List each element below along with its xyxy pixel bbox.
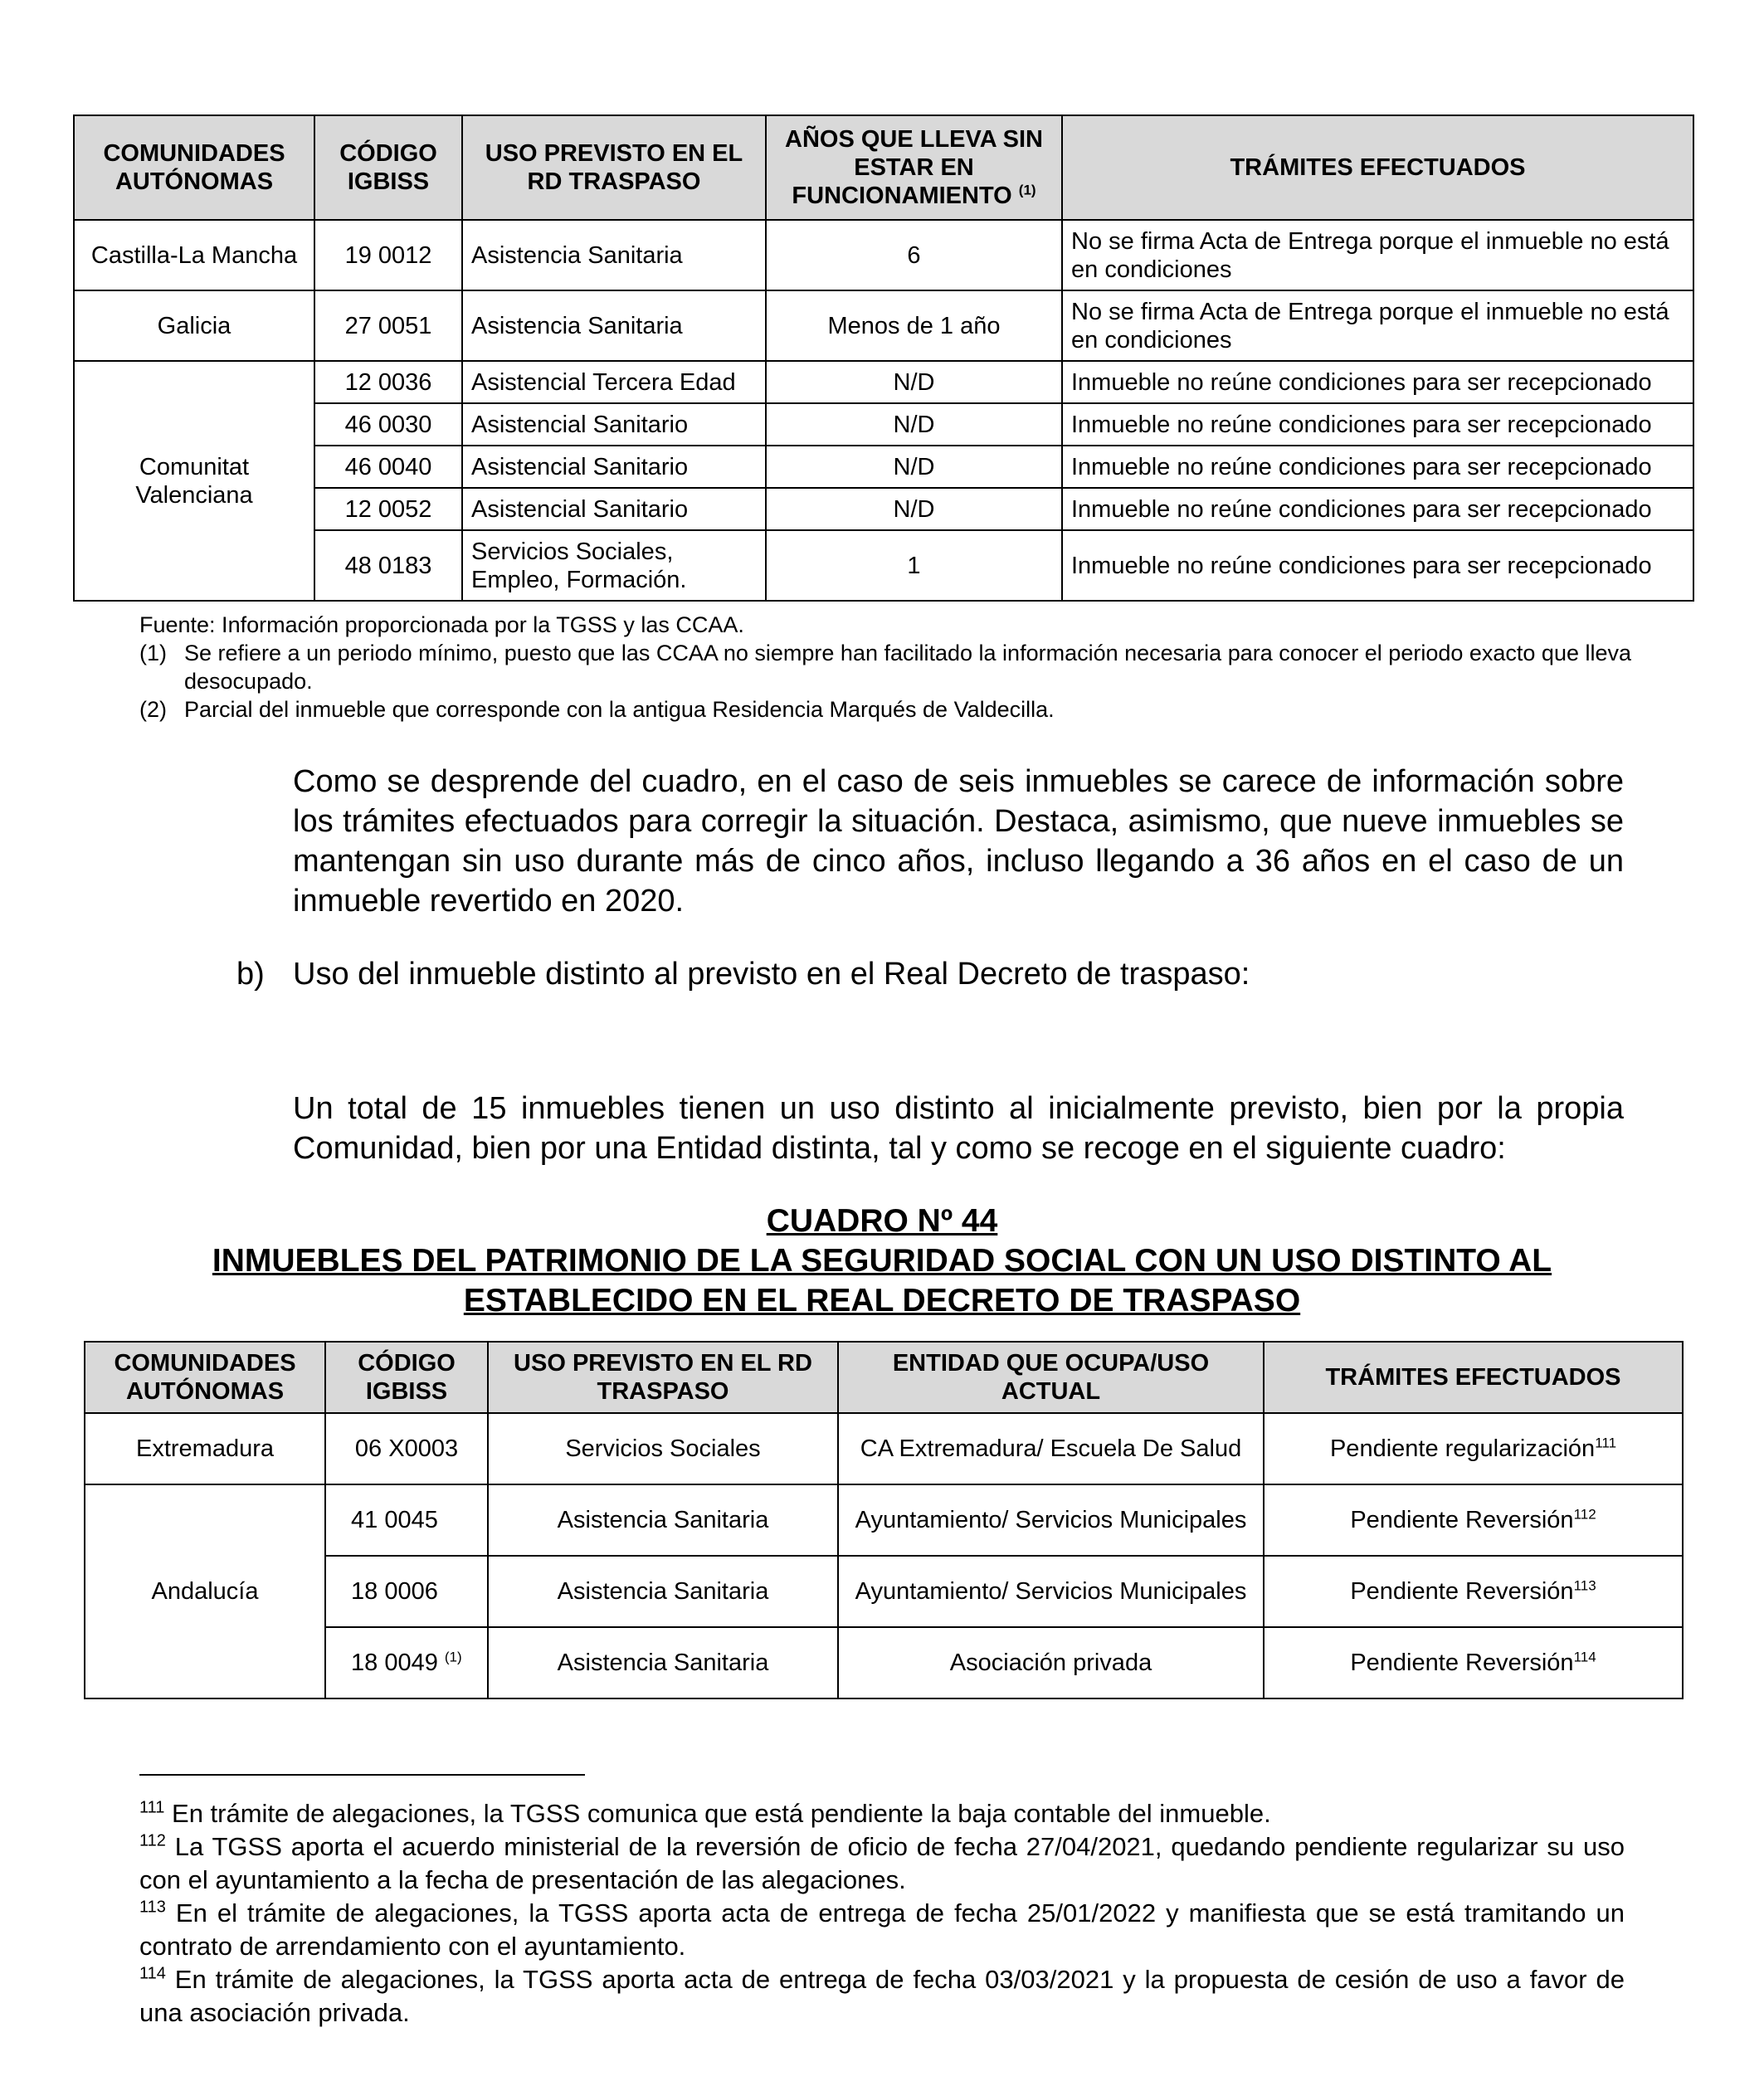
- footnote: [139, 1963, 1625, 2030]
- footnote-text: La TGSS aporta el acuerdo ministerial de la reversión de oficio de fecha 27/04/2021, quedando pendiente regularizar su uso con el ayuntamiento a la fecha de presentación de las alegaciones.: [139, 1832, 1625, 1894]
- table-row: [85, 1413, 1683, 1484]
- cell-codigo: 27 0051: [314, 290, 462, 361]
- note-text: Se refiere a un periodo mínimo, puesto que las CCAA no siempre han facilitado la información necesaria para conocer el periodo exacto que lleva desocupado.: [184, 641, 1632, 694]
- body-paragraph: Como se desprende del cuadro, en el caso de seis inmuebles se carece de información sobre los trámites efectuados para corregir la situación. Destaca, asimismo, que nueve inmuebles se mantengan sin uso durante más de cinco años, incluso llegando a 36 años en el caso de un inmueble revertido en 2020.: [293, 764, 1624, 919]
- cell-codigo: 46 0040: [314, 446, 462, 488]
- cell-uso: Asistencia Sanitaria: [462, 220, 766, 290]
- footnote-ref[interactable]: 111: [1595, 1435, 1617, 1451]
- cell-anos: Menos de 1 año: [766, 290, 1062, 361]
- cell-anos: 6: [766, 220, 1062, 290]
- cell-tramites: Pendiente Reversión$^{113}$: [1264, 1556, 1683, 1627]
- note-text: Parcial del inmueble que corresponde con la antigua Residencia Marqués de Valdecilla.: [184, 697, 1055, 722]
- cell-uso: Servicios Sociales: [488, 1413, 838, 1484]
- header-uso: USO PREVISTO EN EL RD TRASPASO: [462, 115, 766, 220]
- table-row: [74, 361, 1693, 403]
- footnote-ref[interactable]: 112: [1573, 1506, 1596, 1523]
- header-codigo: CÓDIGO IGBISS: [314, 115, 462, 220]
- cell-uso: Asistencial Sanitario: [462, 488, 766, 530]
- note-mark: (2): [139, 697, 167, 722]
- cell-tramites: Inmueble no reúne condiciones para ser recepcionado: [1062, 361, 1693, 403]
- list-item-text: Uso del inmueble distinto al previsto en el Real Decreto de traspaso:: [293, 957, 1250, 992]
- caption-title-line1: INMUEBLES DEL PATRIMONIO DE LA SEGURIDAD SOCIAL CON UN USO DISTINTO AL: [212, 1243, 1552, 1279]
- caption-title-line2: ESTABLECIDO EN EL REAL DECRETO DE TRASPASO: [463, 1283, 1301, 1318]
- cell-tramites: Inmueble no reúne condiciones para ser recepcionado: [1062, 403, 1693, 446]
- cell-codigo: 46 0030: [314, 403, 462, 446]
- header-comunidades: COMUNIDADES AUTÓNOMAS: [85, 1342, 325, 1413]
- footnote-number: 114: [139, 1964, 166, 1983]
- cell-uso: Asistencia Sanitaria: [488, 1556, 838, 1627]
- caption-number: CUADRO Nº 44: [766, 1203, 998, 1239]
- cell-entidad: Ayuntamiento/ Servicios Municipales: [838, 1556, 1264, 1627]
- table-note: [139, 639, 1633, 695]
- table-header-row: [85, 1342, 1683, 1413]
- cell-anos: N/D: [766, 488, 1062, 530]
- header-anos-note: (1): [1018, 182, 1036, 198]
- cell-entidad: CA Extremadura/ Escuela De Salud: [838, 1413, 1264, 1484]
- header-anos: AÑOS QUE LLEVA SIN ESTAR EN FUNCIONAMIENTO $^{(1)}$: [766, 115, 1062, 220]
- footnote-text: En trámite de alegaciones, la TGSS comunica que está pendiente la baja contable del inmueble.: [172, 1799, 1271, 1828]
- table-notes: [139, 611, 1633, 724]
- table-row: [85, 1484, 1683, 1556]
- cell-codigo: 41 0045: [325, 1484, 488, 1556]
- footnote: [139, 1797, 1625, 1830]
- codigo-note: (1): [444, 1649, 462, 1665]
- cell-entidad: Ayuntamiento/ Servicios Municipales: [838, 1484, 1264, 1556]
- table-row: [74, 290, 1693, 361]
- table-inmuebles-uso-distinto: [84, 1341, 1684, 1699]
- table-header-row: [74, 115, 1693, 220]
- cell-comunidad: Comunitat Valenciana: [74, 361, 314, 601]
- cell-anos: N/D: [766, 403, 1062, 446]
- table-row: [74, 403, 1693, 446]
- table-row: [74, 446, 1693, 488]
- footnote-ref[interactable]: 114: [1573, 1649, 1596, 1665]
- footnote-ref[interactable]: 113: [1573, 1577, 1596, 1594]
- cell-anos: 1: [766, 530, 1062, 601]
- footnote-number: 113: [139, 1898, 166, 1917]
- table-row: [74, 488, 1693, 530]
- footnote-text: En trámite de alegaciones, la TGSS aporta acta de entrega de fecha 03/03/2021 y la propuesta de cesión de uso a favor de una asociación privada.: [139, 1965, 1625, 2027]
- cell-uso: Asistencial Tercera Edad: [462, 361, 766, 403]
- footnote-number: 112: [139, 1831, 166, 1850]
- footnotes: [139, 1797, 1625, 2030]
- cell-tramites: Pendiente Reversión$^{112}$: [1264, 1484, 1683, 1556]
- cell-tramites: Pendiente regularización$^{111}$: [1264, 1413, 1683, 1484]
- cell-comunidad: Castilla-La Mancha: [74, 220, 314, 290]
- cell-comunidad: Andalucía: [85, 1484, 325, 1698]
- cell-tramites: Inmueble no reúne condiciones para ser recepcionado: [1062, 446, 1693, 488]
- header-entidad: ENTIDAD QUE OCUPA/USO ACTUAL: [838, 1342, 1264, 1413]
- cell-tramites: Pendiente Reversión$^{114}$: [1264, 1627, 1683, 1698]
- cell-anos: N/D: [766, 446, 1062, 488]
- cell-comunidad: Extremadura: [85, 1413, 325, 1484]
- footnote-number: 111: [139, 1798, 165, 1817]
- list-marker: b): [236, 957, 265, 992]
- footnote: [139, 1897, 1625, 1963]
- cell-codigo: 19 0012: [314, 220, 462, 290]
- cell-codigo: 06 X0003: [325, 1413, 488, 1484]
- note-mark: (1): [139, 641, 167, 665]
- cell-tramites: Inmueble no reúne condiciones para ser recepcionado: [1062, 530, 1693, 601]
- cell-tramites: No se firma Acta de Entrega porque el inmueble no está en condiciones: [1062, 290, 1693, 361]
- cell-uso: Asistencia Sanitaria: [462, 290, 766, 361]
- header-tramites: TRÁMITES EFECTUADOS: [1062, 115, 1693, 220]
- cell-uso: Asistencial Sanitario: [462, 403, 766, 446]
- cell-codigo: 12 0052: [314, 488, 462, 530]
- body-paragraph: Un total de 15 inmuebles tienen un uso distinto al inicialmente previsto, bien por la propia Comunidad, bien por una Entidad distinta, tal y como se recoge en el siguiente cuadro:: [293, 1091, 1624, 1166]
- table-source: Fuente: Información proporcionada por la TGSS y las CCAA.: [139, 612, 744, 637]
- cell-uso: Asistencial Sanitario: [462, 446, 766, 488]
- cell-codigo: 12 0036: [314, 361, 462, 403]
- header-uso: USO PREVISTO EN EL RD TRASPASO: [488, 1342, 838, 1413]
- cell-tramites: Inmueble no reúne condiciones para ser recepcionado: [1062, 488, 1693, 530]
- cell-tramites: No se firma Acta de Entrega porque el inmueble no está en condiciones: [1062, 220, 1693, 290]
- footnote-text: En el trámite de alegaciones, la TGSS aporta acta de entrega de fecha 25/01/2022 y manifiesta que se está tramitando un contrato de arrendamiento con el ayuntamiento.: [139, 1898, 1625, 1961]
- table-inmuebles-sin-uso: [73, 115, 1694, 602]
- cell-codigo: 18 0006: [325, 1556, 488, 1627]
- cell-comunidad: Galicia: [74, 290, 314, 361]
- list-item-b: [236, 954, 1250, 994]
- footnote-separator: [139, 1774, 585, 1776]
- header-comunidades: COMUNIDADES AUTÓNOMAS: [74, 115, 314, 220]
- cell-entidad: Asociación privada: [838, 1627, 1264, 1698]
- table-caption: [83, 1201, 1681, 1321]
- cell-uso: Servicios Sociales, Empleo, Formación.: [462, 530, 766, 601]
- cell-uso: Asistencia Sanitaria: [488, 1484, 838, 1556]
- header-tramites: TRÁMITES EFECTUADOS: [1264, 1342, 1683, 1413]
- cell-anos: N/D: [766, 361, 1062, 403]
- header-codigo: CÓDIGO IGBISS: [325, 1342, 488, 1413]
- table-row: [74, 220, 1693, 290]
- cell-codigo: 48 0183: [314, 530, 462, 601]
- cell-uso: Asistencia Sanitaria: [488, 1627, 838, 1698]
- table-row: [74, 530, 1693, 601]
- table-note: [139, 695, 1633, 724]
- cell-codigo: 18 0049 $^{(1)}$: [325, 1627, 488, 1698]
- footnote: [139, 1830, 1625, 1897]
